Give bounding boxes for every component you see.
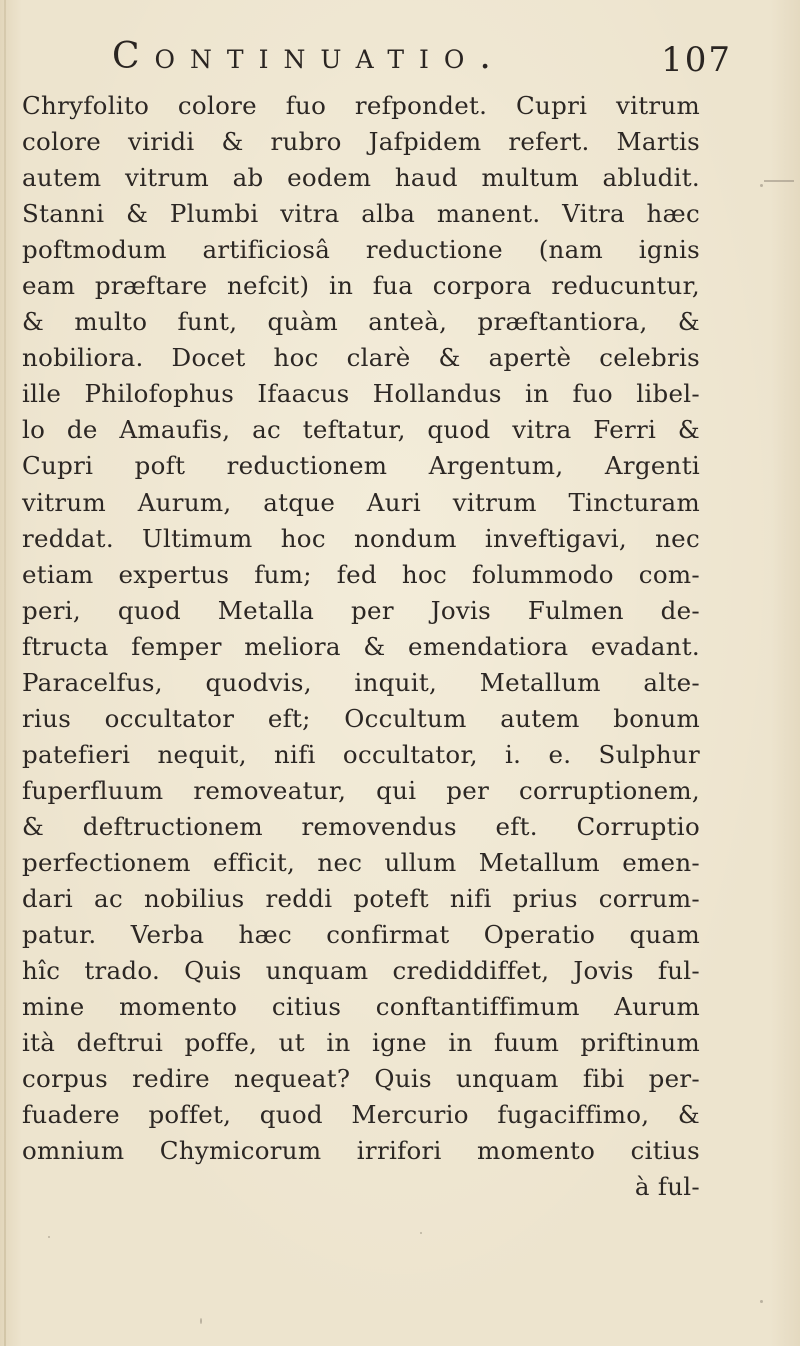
text-line: ità deftrui poffe, ut in igne in fuum priftinum <box>22 1028 700 1058</box>
body-text <box>22 88 700 1205</box>
page-gutter <box>4 0 6 1346</box>
text-line: fuperfluum removeatur, qui per corruptionem, <box>22 775 700 805</box>
text-line: fuadere poffet, quod Mercurio fugaciffimo, & <box>22 1100 700 1130</box>
text-line: mine momento citius conftantiffimum Aurum <box>22 992 700 1022</box>
text-line: hîc trado. Quis unquam crediddiffet, Jovis ful- <box>22 956 700 986</box>
running-title: Continuatio. <box>112 36 506 77</box>
text-line: Paracelfus, quodvis, inquit, Metallum alte- <box>22 667 700 697</box>
text-line: etiam expertus fum; fed hoc folummodo com- <box>22 559 700 589</box>
text-line: nobiliora. Docet hoc clarè & apertè celebris <box>22 343 700 373</box>
text-line: colore viridi & rubro Jafpidem refert. Martis <box>22 127 700 157</box>
text-line: Chryfolito colore fuo refpondet. Cupri vitrum <box>22 91 700 120</box>
text-line: Cupri poft reductionem Argentum, Argenti <box>22 451 700 481</box>
text-line: patefieri nequit, nifi occultator, i. e. Sulphur <box>22 739 700 769</box>
edge-mark <box>764 180 794 182</box>
text-line: ftructa femper meliora & emendatiora evadant. <box>22 631 700 661</box>
text-line: dari ac nobilius reddi poteft nifi prius corrum- <box>22 884 700 914</box>
text-line: Stanni & Plumbi vitra alba manent. Vitra hæc <box>22 199 700 229</box>
text-line: & deftructionem removendus eft. Corruptio <box>22 811 700 841</box>
text-line: & multo funt, quàm anteà, præftantiora, & <box>22 307 700 337</box>
text-line: ille Philofophus Ifaacus Hollandus in fuo libel- <box>22 379 700 409</box>
text-line: omnium Chymicorum irrifori momento citius <box>22 1136 700 1166</box>
catchword: à ful- <box>634 1172 700 1202</box>
text-line: perfectionem efficit, nec ullum Metallum emen- <box>22 847 700 877</box>
text-line: vitrum Aurum, atque Auri vitrum Tincturam <box>22 487 700 517</box>
text-line: peri, quod Metalla per Jovis Fulmen de- <box>22 595 700 625</box>
text-line: lo de Amaufis, ac teftatur, quod vitra Ferri & <box>22 415 700 445</box>
text-line: eam præftare nefcit) in fua corpora reducuntur, <box>22 271 700 301</box>
text-line: patur. Verba hæc confirmat Operatio quam <box>22 920 700 950</box>
text-line: poftmodum artificiosâ reductione (nam ignis <box>22 235 700 265</box>
text-line: autem vitrum ab eodem haud multum abludit. <box>22 163 700 193</box>
text-line: reddat. Ultimum hoc nondum inveftigavi, nec <box>22 523 700 553</box>
text-line: rius occultator eft; Occultum autem bonum <box>22 703 700 733</box>
page-number: 107 <box>661 40 732 80</box>
page-header <box>112 36 732 92</box>
text-line: corpus redire nequeat? Quis unquam fibi per- <box>22 1064 700 1094</box>
